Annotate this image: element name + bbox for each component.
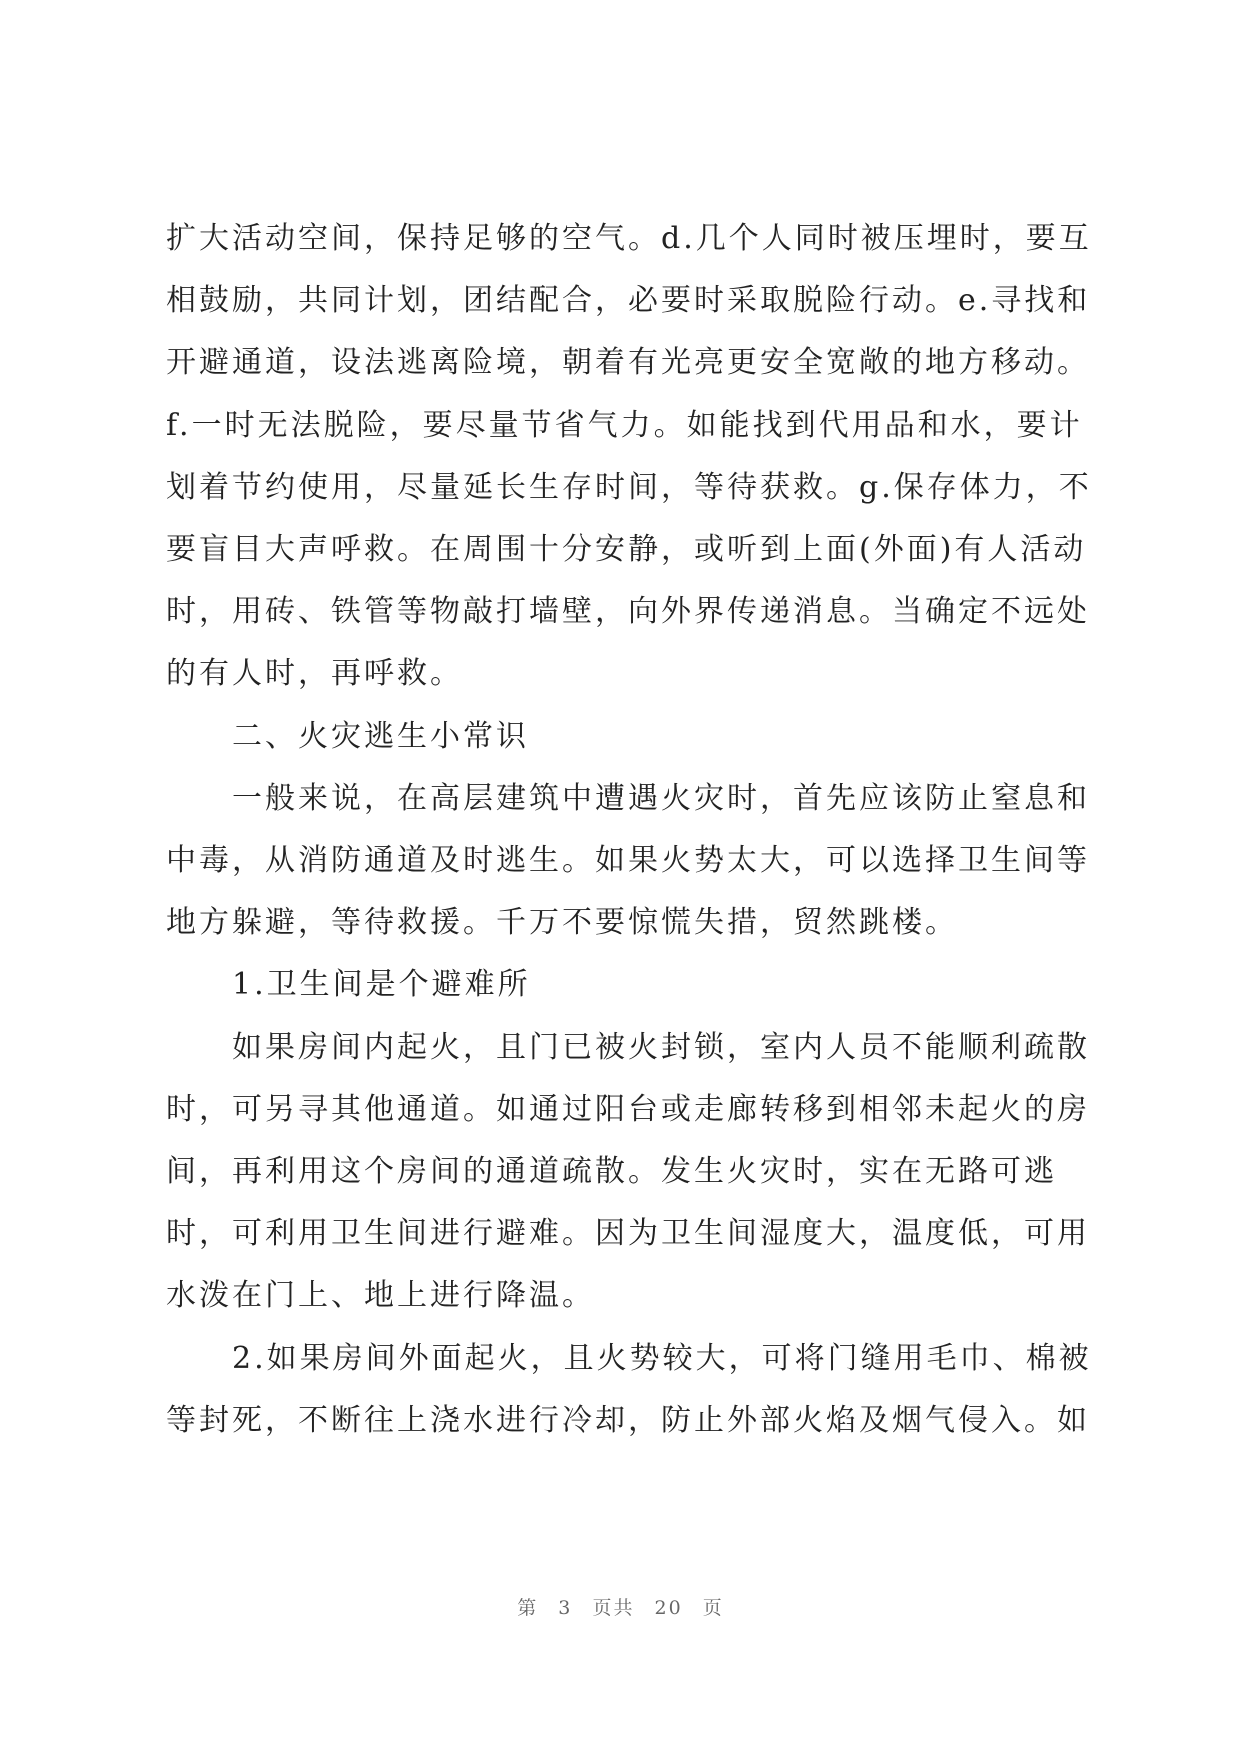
body-line-19: 2.如果房间外面起火，且火势较大，可将门缝用毛巾、棉被 bbox=[232, 1341, 1092, 1376]
body-line-8: 的有人时，再呼救。 bbox=[166, 656, 463, 691]
body-line-10: 一般来说，在高层建筑中遭遇火灾时，首先应该防止窒息和 bbox=[232, 781, 1090, 816]
footer-current-page: 3 bbox=[558, 1597, 573, 1619]
footer-total-pages: 20 bbox=[654, 1597, 683, 1619]
body-line-5: 划着节约使用，尽量延长生存时间，等待获救。g.保存体力，不 bbox=[166, 470, 1092, 505]
subsection-heading-1: 1.卫生间是个避难所 bbox=[232, 967, 531, 1002]
page-footer bbox=[0, 1593, 1241, 1620]
footer-suffix: 页 bbox=[702, 1597, 724, 1619]
footer-prefix: 第 bbox=[517, 1597, 539, 1619]
body-line-20: 等封死，不断往上浇水进行冷却，防止外部火焰及烟气侵入。如 bbox=[166, 1403, 1090, 1438]
body-line-11: 中毒，从消防通道及时逃生。如果火势太大，可以选择卫生间等 bbox=[166, 843, 1090, 878]
body-line-15: 时，可另寻其他通道。如通过阳台或走廊转移到相邻未起火的房 bbox=[166, 1092, 1090, 1127]
body-line-4: f.一时无法脱险，要尽量节省气力。如能找到代用品和水，要计 bbox=[166, 408, 1083, 443]
body-line-18: 水泼在门上、地上进行降温。 bbox=[166, 1278, 595, 1313]
body-line-6: 要盲目大声呼救。在周围十分安静，或听到上面(外面)有人活动 bbox=[166, 532, 1087, 567]
body-line-7: 时，用砖、铁管等物敲打墙壁，向外界传递消息。当确定不远处 bbox=[166, 594, 1090, 629]
body-line-3: 开避通道，设法逃离险境，朝着有光亮更安全宽敞的地方移动。 bbox=[166, 345, 1090, 380]
body-line-1: 扩大活动空间，保持足够的空气。d.几个人同时被压埋时，要互 bbox=[166, 221, 1092, 256]
body-line-2: 相鼓励，共同计划，团结配合，必要时采取脱险行动。e.寻找和 bbox=[166, 283, 1091, 318]
body-line-14: 如果房间内起火，且门已被火封锁，室内人员不能顺利疏散 bbox=[232, 1030, 1090, 1065]
body-line-17: 时，可利用卫生间进行避难。因为卫生间湿度大，温度低，可用 bbox=[166, 1216, 1090, 1251]
section-heading: 二、火灾逃生小常识 bbox=[232, 719, 529, 754]
footer-middle: 页共 bbox=[592, 1597, 635, 1619]
body-line-12: 地方躲避，等待救援。千万不要惊慌失措，贸然跳楼。 bbox=[166, 905, 958, 940]
body-line-16: 间，再利用这个房间的通道疏散。发生火灾时，实在无路可逃 bbox=[166, 1154, 1057, 1189]
